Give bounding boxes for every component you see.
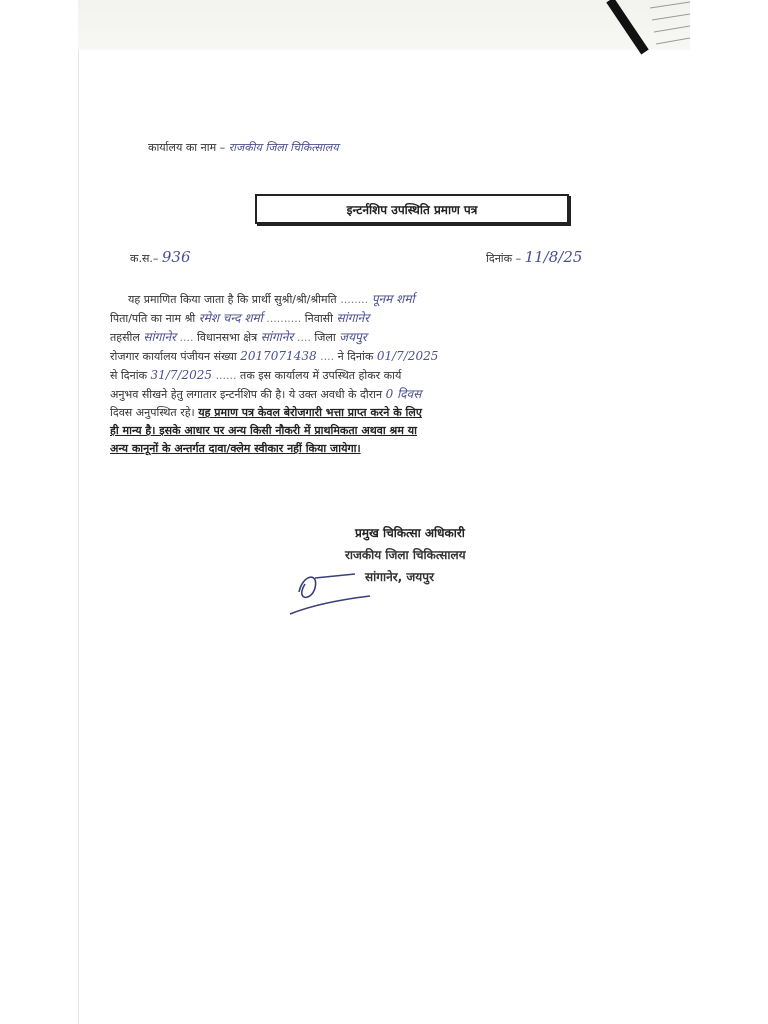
- signature-block: [285, 524, 585, 614]
- date-label: दिनांक –: [486, 252, 522, 265]
- body-text: यह प्रमाणित किया जाता है कि प्रार्थी सुश्री/श्री/श्रीमति: [128, 293, 337, 306]
- disclaimer-text: अन्य कानूनों के अन्तर्गत दावा/क्लेम स्वीकार नहीं किया जायेगा।: [110, 442, 361, 455]
- disclaimer-text: ही मान्य है। इसके आधार पर अन्य किसी नौकरी में प्राथमिकता अथवा श्रम या: [110, 424, 417, 437]
- stamp-place: सांगानेर, जयपुर: [365, 570, 434, 584]
- signatory-title: प्रमुख चिकित्सा अधिकारी: [355, 526, 465, 540]
- scan-top-edge: [78, 0, 690, 50]
- body-text: ने दिनांक: [337, 350, 374, 363]
- certificate-title: इन्टर्नशिप उपस्थिति प्रमाण पत्र: [255, 194, 569, 224]
- body-text: रोजगार कार्यालय पंजीयन संख्या: [110, 350, 237, 363]
- body-line-1: यह प्रमाणित किया जाता है कि प्रार्थी सुश्री/श्री/श्रीमति ........ पूनम शर्मा: [128, 292, 415, 306]
- body-line-4: रोजगार कार्यालय पंजीयन संख्या 2017071438 .... ने दिनांक 01/7/2025: [110, 349, 439, 363]
- body-text: तहसील: [110, 331, 140, 344]
- body-line-8: [110, 422, 670, 440]
- disclaimer-text: यह प्रमाण पत्र केवल बेरोजगारी भत्ता प्राप्त करने के लिए: [198, 406, 422, 419]
- absent-days: 0 दिवस: [385, 387, 422, 401]
- tehsil: सांगानेर: [143, 330, 177, 344]
- body-text: निवासी: [304, 312, 333, 325]
- guardian-name: रमेश चन्द शर्मा: [198, 311, 263, 325]
- body-text: जिला: [314, 331, 336, 344]
- body-line-9: [110, 440, 670, 458]
- ref-label: क.स.–: [130, 252, 159, 265]
- pen-graphic: [600, 0, 690, 56]
- body-line-5: से दिनांक 31/7/2025 ...... तक इस कार्यालय में उपस्थित होकर कार्य: [110, 368, 402, 382]
- body-line-3: तहसील सांगानेर .... विधानसभा क्षेत्र सांगानेर .... जिला जयपुर: [110, 330, 367, 344]
- district: जयपुर: [339, 330, 367, 344]
- office-name-line: [148, 140, 339, 155]
- body-line-2: पिता/पति का नाम श्री रमेश चन्द शर्मा .......... निवासी सांगानेर: [110, 311, 370, 325]
- assembly-area: सांगानेर: [260, 330, 294, 344]
- residence: सांगानेर: [336, 311, 370, 325]
- reference-number: [130, 248, 191, 266]
- body-text: अनुभव सीखने हेतु लगातार इन्टर्नशिप की है। ये उक्त अवधी के दौरान: [110, 388, 383, 401]
- body-text: तक इस कार्यालय में उपस्थित होकर कार्य: [240, 369, 402, 382]
- office-value: राजकीय जिला चिकित्सालय: [228, 141, 339, 154]
- date-value: 11/8/25: [524, 248, 583, 266]
- registration-number: 2017071438: [240, 349, 317, 363]
- body-line-7: [110, 404, 670, 422]
- body-line-6: [110, 385, 670, 404]
- body-text: से दिनांक: [110, 369, 148, 382]
- office-label: कार्यालय का नाम –: [148, 141, 226, 154]
- certificate-body: [110, 290, 670, 458]
- body-text: पिता/पति का नाम श्री: [110, 312, 196, 325]
- body-text: विधानसभा क्षेत्र: [197, 331, 258, 344]
- body-text: दिवस अनुपस्थित रहे।: [110, 406, 195, 419]
- end-date: 31/7/2025: [150, 368, 213, 382]
- ref-value: 936: [161, 248, 191, 266]
- stamp-office: राजकीय जिला चिकित्सालय: [345, 548, 466, 562]
- issue-date: [486, 248, 582, 266]
- applicant-name: पूनम शर्मा: [371, 292, 415, 306]
- start-date: 01/7/2025: [376, 349, 439, 363]
